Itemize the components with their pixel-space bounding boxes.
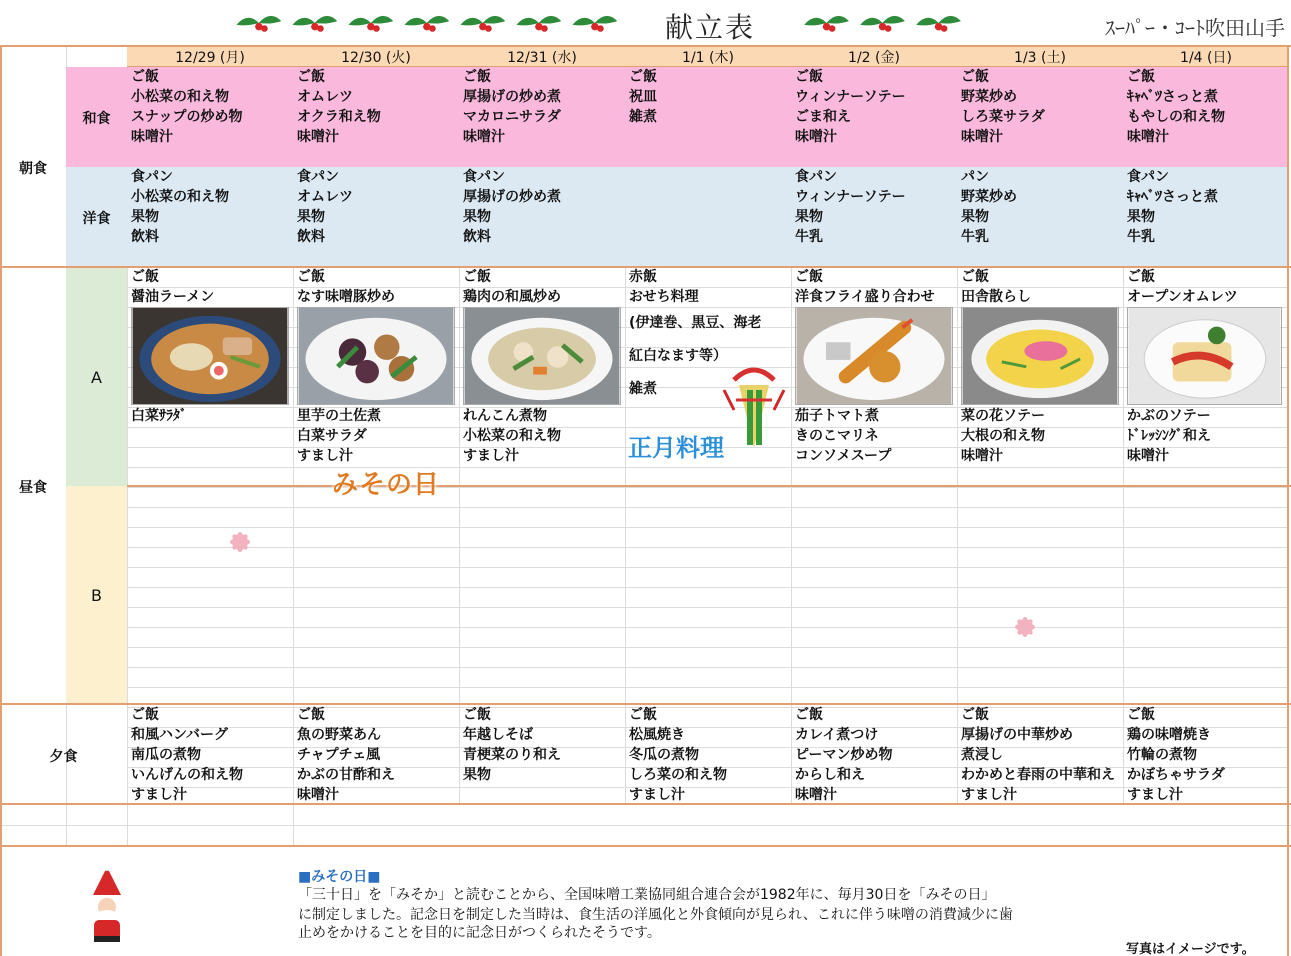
lunch-a-item: 味噌汁: [1127, 448, 1169, 464]
yoshoku-item: 果物: [463, 209, 491, 225]
washoku-item: 厚揚げの炒め煮: [463, 89, 561, 105]
yoshoku-item: 牛乳: [795, 229, 823, 245]
lunch-a-item: オープンオムレツ: [1127, 289, 1238, 305]
yoshoku-item: ウィンナーソテー: [795, 189, 906, 205]
dinner-item: 味噌汁: [297, 787, 339, 803]
lunch-a-item: 田舎散らし: [961, 289, 1031, 305]
washoku-item: ごま和え: [795, 109, 851, 125]
dinner-item: からし和え: [795, 767, 865, 783]
lunch-a-item: ご飯: [961, 269, 989, 285]
yoshoku-item: オムレツ: [297, 189, 353, 205]
flower-icon: [995, 605, 1055, 650]
dinner-item: 和風ハンバーグ: [131, 727, 229, 743]
dinner-item: ご飯: [131, 707, 159, 723]
page-title: 献立表: [664, 11, 755, 44]
yoshoku-item: 果物: [131, 209, 159, 225]
border-line: [0, 266, 1291, 268]
lunch-a-item: ご飯: [795, 269, 823, 285]
yoshoku-item: 食パン: [1127, 169, 1169, 185]
osechi-detail: 紅白なます等）: [629, 348, 727, 364]
border-line: [0, 845, 1291, 847]
fried-platter-photo: [795, 307, 953, 405]
dinner-item: すまし汁: [629, 787, 685, 803]
washoku-item: 味噌汁: [463, 129, 505, 145]
yoshoku-item: 飲料: [463, 229, 491, 245]
yoshoku-item: 果物: [1127, 209, 1155, 225]
day-header: 12/31 (水): [507, 50, 577, 66]
dinner-item: ご飯: [297, 707, 325, 723]
dinner-item: いんげんの和え物: [131, 767, 243, 783]
lunch-a-item: れんこん煮物: [463, 408, 547, 424]
grid-line: [127, 487, 1288, 488]
dinner-item: ご飯: [1127, 707, 1155, 723]
breakfast-label: 朝食: [19, 161, 47, 177]
grid-line: [127, 587, 1288, 588]
dinner-item: わかめと春雨の中華和え: [961, 767, 1115, 783]
grid-line: [0, 825, 1291, 826]
lunch-a-item: 大根の和え物: [961, 428, 1045, 444]
dinner-item: かぼちゃサラダ: [1127, 767, 1225, 783]
dinner-item: 松風焼き: [629, 727, 685, 743]
yoshoku-label: 洋食: [82, 211, 111, 227]
note-line: 「三十日」を「みそか」と読むことから、全国味噌工業協同組合連合会が1982年に、毎月30日を「みその日」: [298, 887, 996, 903]
grid-line: [127, 547, 1288, 548]
dinner-item: かぶの甘酢和え: [297, 767, 395, 783]
day-header-row: [127, 46, 1288, 67]
washoku-item: スナップの炒め物: [131, 109, 243, 125]
border-line: [0, 45, 1291, 47]
day-header: 1/4 (日): [1180, 50, 1232, 66]
washoku-item: 味噌汁: [131, 129, 173, 145]
osechi-detail: 雑煮: [629, 381, 657, 397]
washoku-item: 味噌汁: [297, 129, 339, 145]
store-name: ｽｰﾊﾟｰ・ｺｰﾄ吹田山手: [1105, 16, 1285, 40]
ramen-photo: [131, 307, 289, 405]
yoshoku-item: 野菜炒め: [961, 189, 1017, 205]
dinner-item: 果物: [463, 767, 491, 783]
grid-line: [293, 805, 294, 845]
washoku-item: ご飯: [1127, 69, 1155, 85]
yoshoku-item: 食パン: [297, 169, 339, 185]
lunch-a-label: A: [91, 368, 102, 387]
santa-icon: [82, 862, 132, 947]
dinner-item: 南瓜の煮物: [131, 747, 201, 763]
yoshoku-item: 牛乳: [961, 229, 989, 245]
washoku-item: オムレツ: [297, 89, 353, 105]
day-header: 1/1 (木): [682, 50, 734, 66]
dinner-label: 夕食: [49, 749, 78, 765]
washoku-item: オクラ和え物: [297, 109, 381, 125]
dinner-item: すまし汁: [961, 787, 1017, 803]
dinner-item: カレイ煮つけ: [795, 727, 879, 743]
lunch-a-item: 鶏肉の和風炒め: [463, 289, 561, 305]
lunch-b-label: B: [91, 586, 102, 605]
dinner-item: チャプチェ風: [297, 747, 381, 763]
dinner-item: 年越しそば: [463, 727, 533, 743]
lunch-a-item: 小松菜の和え物: [463, 428, 561, 444]
note-title: ■みその日■: [298, 869, 381, 885]
grid-line: [127, 527, 1288, 528]
note-line: に制定しました。記念日を制定した当時は、食生活の洋風化と外食傾向が見られ、これに伴う味噌の消費減少に歯: [298, 907, 1013, 923]
title-bar: [0, 0, 1291, 46]
washoku-item: ご飯: [131, 69, 159, 85]
yoshoku-item: 果物: [297, 209, 325, 225]
yoshoku-item: 小松菜の和え物: [131, 189, 229, 205]
border-line: [0, 45, 2, 956]
washoku-item: しろ菜サラダ: [961, 109, 1045, 125]
lunch-a-item: 菜の花ソテー: [961, 408, 1045, 424]
washoku-item: 雑煮: [629, 109, 657, 125]
dinner-item: 竹輪の煮物: [1127, 747, 1197, 763]
kadomatsu-icon: [714, 360, 794, 455]
yoshoku-item: 食パン: [795, 169, 837, 185]
holly-decoration-icon: [790, 8, 990, 36]
day-header: 1/3 (土): [1014, 50, 1066, 66]
lunch-label: 昼食: [19, 480, 47, 496]
border-line: [127, 485, 1291, 487]
dinner-item: 厚揚げの中華炒め: [961, 727, 1073, 743]
yoshoku-item: 厚揚げの炒め煮: [463, 189, 561, 205]
lunch-a-item: 洋食フライ盛り合わせ: [795, 289, 935, 305]
dinner-item: 青梗菜のり和え: [463, 747, 561, 763]
yoshoku-item: 食パン: [131, 169, 173, 185]
washoku-item: ｷｬﾍﾞﾂさっと煮: [1127, 89, 1218, 105]
washoku-item: 味噌汁: [1127, 129, 1169, 145]
lunch-a-item: 白菜ｻﾗﾀﾞ: [131, 408, 187, 424]
washoku-item: マカロニサラダ: [463, 109, 561, 125]
dinner-item: ご飯: [961, 707, 989, 723]
washoku-item: 祝皿: [629, 89, 657, 105]
flower-icon: [210, 520, 270, 565]
yoshoku-item: パン: [961, 169, 989, 185]
lunch-a-item: かぶのソテー: [1127, 408, 1211, 424]
dinner-item: ご飯: [795, 707, 823, 723]
washoku-item: ご飯: [961, 69, 989, 85]
lunch-a-item: すまし汁: [463, 448, 519, 464]
dinner-item: 鶏の味噌焼き: [1127, 727, 1211, 743]
dinner-item: しろ菜の和え物: [629, 767, 727, 783]
yoshoku-item: 果物: [961, 209, 989, 225]
yoshoku-item: 食パン: [463, 169, 505, 185]
lunch-a-item: 茄子トマト煮: [795, 408, 879, 424]
dinner-item: 煮浸し: [961, 747, 1003, 763]
washoku-label: 和食: [82, 111, 111, 127]
grid-line: [127, 467, 1288, 468]
grid-line: [127, 607, 1288, 608]
washoku-item: ご飯: [463, 69, 491, 85]
day-header: 12/29 (月): [175, 50, 245, 66]
lunch-a-item: 里芋の土佐煮: [297, 408, 381, 424]
osechi-detail: (伊達巻、黒豆、海老: [629, 315, 762, 331]
day-header: 12/30 (火): [341, 50, 411, 66]
lunch-a-item: おせち料理: [629, 289, 699, 305]
dinner-item: ご飯: [629, 707, 657, 723]
yoshoku-item: 飲料: [297, 229, 325, 245]
grid-line: [127, 667, 1288, 668]
chirashi-photo: [961, 307, 1119, 405]
lunch-a-item: ご飯: [131, 269, 159, 285]
washoku-item: ご飯: [297, 69, 325, 85]
washoku-item: 小松菜の和え物: [131, 89, 229, 105]
lunch-a-item: 赤飯: [629, 269, 657, 285]
yoshoku-item: 飲料: [131, 229, 159, 245]
washoku-item: ご飯: [795, 69, 823, 85]
dinner-item: 魚の野菜あん: [297, 727, 381, 743]
dinner-item: ご飯: [463, 707, 491, 723]
grid-line: [127, 507, 1288, 508]
washoku-item: 味噌汁: [961, 129, 1003, 145]
lunch-a-item: きのこマリネ: [795, 428, 879, 444]
dinner-item: ピーマン炒め物: [795, 747, 893, 763]
photo-caption: 写真はイメージです。: [1126, 942, 1255, 956]
border-line: [0, 703, 1291, 705]
lunch-a-item: 醤油ラーメン: [131, 289, 215, 305]
holly-decoration-icon: [215, 8, 635, 36]
lunch-a-item: なす味噌豚炒め: [297, 289, 395, 305]
lunch-a-item: すまし汁: [297, 448, 353, 464]
washoku-item: ウィンナーソテー: [795, 89, 906, 105]
grid-line: [127, 567, 1288, 568]
day-header: 1/2 (金): [848, 50, 900, 66]
yoshoku-item: 牛乳: [1127, 229, 1155, 245]
lunch-a-item: 味噌汁: [961, 448, 1003, 464]
dinner-item: 冬瓜の煮物: [629, 747, 699, 763]
miso-day-label: みその日: [332, 470, 441, 500]
lunch-a-item: ﾄﾞﾚｯｼﾝｸﾞ和え: [1127, 428, 1211, 444]
washoku-item: もやしの和え物: [1127, 109, 1225, 125]
border-line: [1287, 45, 1289, 956]
yoshoku-item: ｷｬﾍﾞﾂさっと煮: [1127, 189, 1218, 205]
lunch-a-item: 白菜サラダ: [297, 428, 367, 444]
grid-line: [66, 805, 67, 845]
grid-line: [127, 627, 1288, 628]
grid-line: [127, 687, 1288, 688]
yoshoku-item: 果物: [795, 209, 823, 225]
chicken-stirfry-photo: [463, 307, 621, 405]
note-line: 止めをかけることを目的に記念日がつくられたそうです。: [298, 925, 661, 941]
shogatsu-label: 正月料理: [628, 434, 724, 462]
border-line: [0, 803, 1291, 805]
dinner-item: 味噌汁: [795, 787, 837, 803]
lunch-a-item: コンソメスープ: [795, 448, 892, 464]
dinner-item: すまし汁: [1127, 787, 1183, 803]
washoku-item: 味噌汁: [795, 129, 837, 145]
dinner-item: すまし汁: [131, 787, 187, 803]
nasu-miso-photo: [297, 307, 455, 405]
lunch-a-item: ご飯: [297, 269, 325, 285]
washoku-item: ご飯: [629, 69, 657, 85]
washoku-item: 野菜炒め: [961, 89, 1017, 105]
open-omelette-photo: [1127, 307, 1282, 405]
lunch-a-item: ご飯: [1127, 269, 1155, 285]
grid-line: [127, 647, 1288, 648]
lunch-a-item: ご飯: [463, 269, 491, 285]
grid-line: [127, 805, 128, 845]
